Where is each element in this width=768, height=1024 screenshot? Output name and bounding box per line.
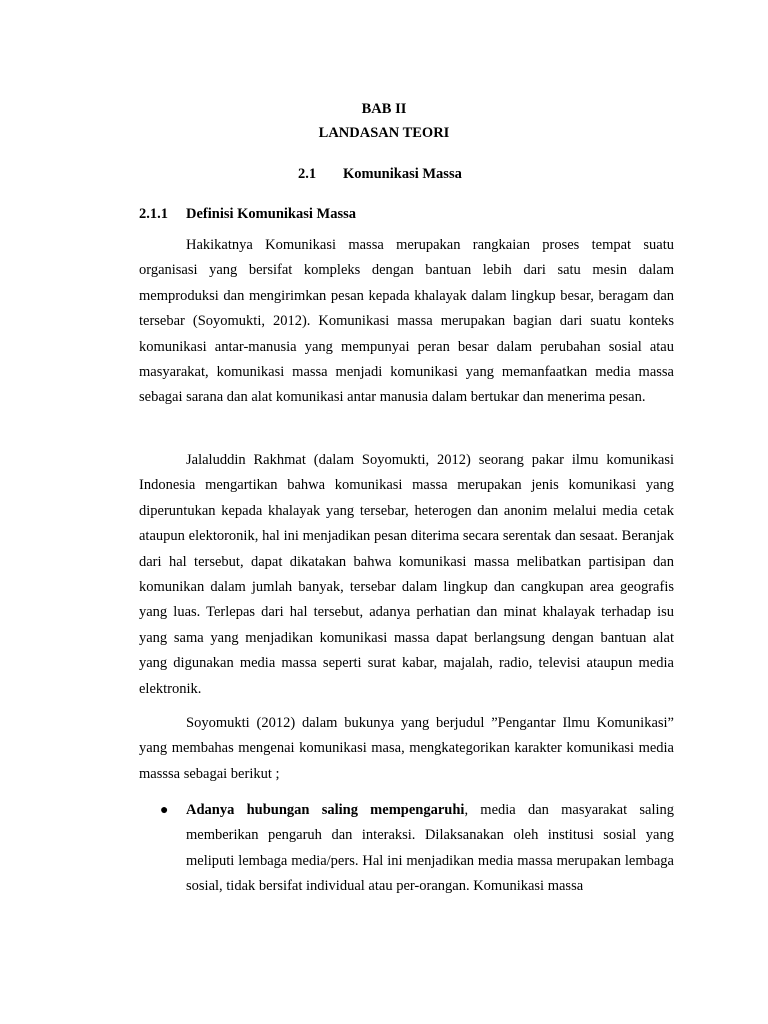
paragraph: Soyomukti (2012) dalam bukunya yang berjudul ”Pengantar Ilmu Komunikasi” yang membahas mengenai komunikasi masa, mengkategorikan karakter komunikasi media masssa sebagai berikut ; xyxy=(139,715,674,782)
bullet-icon: ● xyxy=(160,803,169,818)
bullet-item-lead: Adanya hubungan saling mempengaruhi xyxy=(186,802,465,818)
subsection-heading xyxy=(139,206,356,223)
subsection-number: 2.1.1 xyxy=(139,206,168,222)
section-heading xyxy=(298,166,462,183)
paragraph: Jalaluddin Rakhmat (dalam Soyomukti, 2012) seorang pakar ilmu komunikasi Indonesia mengartikan bahwa komunikasi massa merupakan jenis komunikasi yang diperuntukan kepada khalayak yang tersebar, heterogen dan anonim melalui media cetak ataupun elektoronik, hal ini menjadikan pesan diterima secara serentak dan sesaat. Beranjak dari hal tersebut, dapat dikatakan bahwa komunikasi massa melibatkan partisipan dan komunikan dalam jumlah banyak, tersebar dalam lingkup dan cangkupan area geografis yang luas. Terlepas dari hal tersebut, adanya perhatian dan minat khalayak terhadap isu yang sama yang menjadikan komunikasi massa dapat berlangsung dengan bantuan alat yang digunakan media massa seperti surat kabar, majalah, radio, televisi ataupun media elektronik. xyxy=(139,452,674,697)
section-title: Komunikasi Massa xyxy=(343,166,462,182)
subsection-title: Definisi Komunikasi Massa xyxy=(186,206,356,222)
paragraph: Hakikatnya Komunikasi massa merupakan rangkaian proses tempat suatu organisasi yang bersifat kompleks dengan bantuan lebih dari satu mesin dalam memproduksi dan mengirimkan pesan kepada khalayak dalam lingkup besar, beragam dan tersebar (Soyomukti, 2012). Komunikasi massa merupakan bagian dari suatu konteks komunikasi antar-manusia yang mempunyai peran besar dalam perubahan sosial atau masyarakat, komunikasi massa menjadi komunikasi yang memanfaatkan media massa sebagai sarana dan alat komunikasi antar manusia dalam bertukar dan menerima pesan. xyxy=(139,237,674,406)
section-number: 2.1 xyxy=(298,166,317,182)
bullet-list xyxy=(139,798,674,900)
chapter-label: BAB II xyxy=(361,101,407,117)
chapter-title: LANDASAN TEORI xyxy=(318,125,450,141)
bullet-item-text: , media dan masyarakat saling memberikan pengaruh dan interaksi. Dilaksanakan oleh institusi sosial yang meliputi lembaga media/pers. Hal ini menjadikan media massa merupakan lembaga sosial, tidak bersifat individual atau per-orangan. Komunikasi massa xyxy=(186,802,674,895)
list-item xyxy=(139,798,674,900)
